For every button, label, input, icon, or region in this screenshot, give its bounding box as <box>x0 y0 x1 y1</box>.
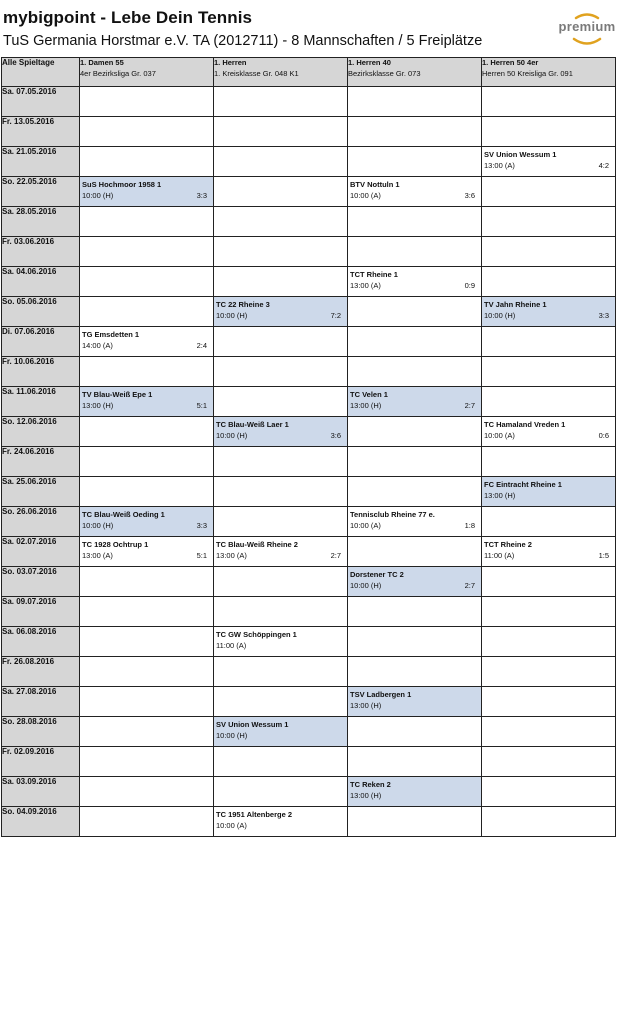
schedule-row <box>2 417 616 447</box>
opponent-name: TC 1928 Ochtrup 1 <box>82 540 149 549</box>
schedule-row <box>2 567 616 597</box>
empty-cell <box>214 657 348 687</box>
match-time: 13:00 (H) <box>350 791 382 800</box>
empty-cell <box>348 657 482 687</box>
match-time: 10:00 (H) <box>216 311 248 320</box>
opponent-name: TC Velen 1 <box>350 390 388 399</box>
empty-cell <box>348 447 482 477</box>
empty-cell <box>214 147 348 177</box>
matchday-date: Fr. 03.06.2016 <box>2 237 80 267</box>
opponent-name: TC 22 Rheine 3 <box>216 300 270 309</box>
opponent-name: TC Blau-Weiß Rheine 2 <box>216 540 298 549</box>
schedule-row <box>2 747 616 777</box>
empty-cell <box>214 267 348 297</box>
empty-cell <box>348 627 482 657</box>
match-cell <box>80 537 214 567</box>
match-time: 13:00 (A) <box>216 551 247 560</box>
team-header <box>214 58 348 87</box>
table-header-row <box>2 58 616 87</box>
empty-cell <box>214 237 348 267</box>
match-cell <box>80 327 214 357</box>
matchday-date: Sa. 06.08.2016 <box>2 627 80 657</box>
schedule-row <box>2 207 616 237</box>
opponent-name: TC Reken 2 <box>350 780 391 789</box>
match-cell <box>214 717 348 747</box>
match-cell <box>80 387 214 417</box>
opponent-name: TV Jahn Rheine 1 <box>484 300 547 309</box>
match-time: 10:00 (H) <box>82 191 114 200</box>
empty-cell <box>214 207 348 237</box>
team-league: 4er Bezirksliga Gr. 037 <box>80 69 156 78</box>
matchday-date: Fr. 24.06.2016 <box>2 447 80 477</box>
matchday-date: Sa. 11.06.2016 <box>2 387 80 417</box>
empty-cell <box>214 387 348 417</box>
match-cell <box>482 147 616 177</box>
matchday-date: Sa. 02.07.2016 <box>2 537 80 567</box>
match-cell <box>348 777 482 807</box>
empty-cell <box>348 327 482 357</box>
empty-cell <box>214 597 348 627</box>
match-time: 10:00 (A) <box>484 431 515 440</box>
empty-cell <box>348 207 482 237</box>
empty-cell <box>348 87 482 117</box>
schedule-row <box>2 357 616 387</box>
empty-cell <box>214 567 348 597</box>
premium-logo-text: premium <box>558 19 616 34</box>
schedule-row <box>2 687 616 717</box>
empty-cell <box>482 357 616 387</box>
empty-cell <box>348 237 482 267</box>
match-result: 0:9 <box>464 281 475 290</box>
match-result: 2:4 <box>196 341 207 350</box>
team-header <box>80 58 214 87</box>
empty-cell <box>348 537 482 567</box>
opponent-name: TC GW Schöppingen 1 <box>216 630 297 639</box>
schedule-row <box>2 627 616 657</box>
all-matchdays-header: Alle Spieltage <box>2 58 80 87</box>
matchday-date: Di. 07.06.2016 <box>2 327 80 357</box>
match-time: 10:00 (A) <box>216 821 247 830</box>
empty-cell <box>80 747 214 777</box>
matchday-date: Fr. 26.08.2016 <box>2 657 80 687</box>
schedule-row <box>2 717 616 747</box>
empty-cell <box>80 777 214 807</box>
match-time: 10:00 (A) <box>350 191 381 200</box>
team-name: 1. Damen 55 <box>80 58 124 67</box>
match-time: 10:00 (H) <box>216 431 248 440</box>
match-time: 11:00 (A) <box>216 641 247 650</box>
opponent-name: TC Blau-Weiß Laer 1 <box>216 420 289 429</box>
match-cell <box>482 417 616 447</box>
matchday-date: So. 04.09.2016 <box>2 807 80 837</box>
empty-cell <box>482 597 616 627</box>
empty-cell <box>80 87 214 117</box>
matchday-date: So. 12.06.2016 <box>2 417 80 447</box>
empty-cell <box>348 807 482 837</box>
team-header <box>482 58 616 87</box>
team-header <box>348 58 482 87</box>
match-cell <box>348 177 482 207</box>
match-time: 13:00 (H) <box>82 401 114 410</box>
empty-cell <box>348 357 482 387</box>
matchday-date: Sa. 04.06.2016 <box>2 267 80 297</box>
empty-cell <box>80 447 214 477</box>
matchday-date: So. 26.06.2016 <box>2 507 80 537</box>
empty-cell <box>348 597 482 627</box>
empty-cell <box>482 747 616 777</box>
page-title: mybigpoint - Lebe Dein Tennis <box>3 8 253 27</box>
empty-cell <box>80 687 214 717</box>
matchday-date: Fr. 13.05.2016 <box>2 117 80 147</box>
match-time: 13:00 (A) <box>484 161 515 170</box>
empty-cell <box>214 507 348 537</box>
empty-cell <box>214 117 348 147</box>
empty-cell <box>348 747 482 777</box>
match-cell <box>80 507 214 537</box>
empty-cell <box>482 687 616 717</box>
opponent-name: TC 1951 Altenberge 2 <box>216 810 292 819</box>
match-result: 7:2 <box>330 311 341 320</box>
club-subtitle: TuS Germania Horstmar e.V. TA (2012711) - 8 Mannschaften / 5 Freiplätze <box>3 33 483 49</box>
match-time: 10:00 (H) <box>484 311 516 320</box>
schedule-row <box>2 117 616 147</box>
schedule-row <box>2 597 616 627</box>
matchday-date: So. 05.06.2016 <box>2 297 80 327</box>
opponent-name: SuS Hochmoor 1958 1 <box>82 180 162 189</box>
match-time: 10:00 (H) <box>216 731 248 740</box>
opponent-name: FC Eintracht Rheine 1 <box>484 480 562 489</box>
empty-cell <box>482 237 616 267</box>
empty-cell <box>80 567 214 597</box>
premium-logo <box>558 10 616 50</box>
empty-cell <box>482 87 616 117</box>
empty-cell <box>80 597 214 627</box>
matchday-date: Sa. 25.06.2016 <box>2 477 80 507</box>
empty-cell <box>482 627 616 657</box>
schedule-row <box>2 87 616 117</box>
empty-cell <box>482 267 616 297</box>
team-league: Herren 50 Kreisliga Gr. 091 <box>482 69 573 78</box>
match-cell <box>348 687 482 717</box>
match-time: 10:00 (H) <box>350 581 382 590</box>
match-cell <box>482 297 616 327</box>
schedule-row <box>2 387 616 417</box>
empty-cell <box>214 357 348 387</box>
match-time: 13:00 (H) <box>350 401 382 410</box>
empty-cell <box>214 687 348 717</box>
schedule-row <box>2 537 616 567</box>
empty-cell <box>80 357 214 387</box>
team-name: 1. Herren 40 <box>348 58 391 67</box>
match-result: 2:7 <box>330 551 341 560</box>
empty-cell <box>214 447 348 477</box>
empty-cell <box>348 117 482 147</box>
match-time: 13:00 (A) <box>350 281 381 290</box>
match-cell <box>214 627 348 657</box>
schedule-row <box>2 297 616 327</box>
match-result: 3:3 <box>196 521 207 530</box>
match-cell <box>348 387 482 417</box>
schedule-row <box>2 267 616 297</box>
empty-cell <box>80 147 214 177</box>
match-cell <box>214 417 348 447</box>
matchday-date: Sa. 27.08.2016 <box>2 687 80 717</box>
match-cell <box>482 477 616 507</box>
match-time: 10:00 (H) <box>82 521 114 530</box>
team-league: 1. Kreisklasse Gr. 048 K1 <box>214 69 299 78</box>
match-result: 0:6 <box>598 431 609 440</box>
match-time: 14:00 (A) <box>82 341 113 350</box>
empty-cell <box>348 417 482 447</box>
matchday-date: Sa. 09.07.2016 <box>2 597 80 627</box>
schedule-row <box>2 147 616 177</box>
opponent-name: TCT Rheine 1 <box>350 270 398 279</box>
team-name: 1. Herren <box>214 58 247 67</box>
empty-cell <box>482 447 616 477</box>
schedule-row <box>2 237 616 267</box>
match-result: 3:3 <box>598 311 609 320</box>
empty-cell <box>80 657 214 687</box>
match-cell <box>348 567 482 597</box>
matchday-date: Sa. 07.05.2016 <box>2 87 80 117</box>
matchday-date: So. 28.08.2016 <box>2 717 80 747</box>
matchday-date: Sa. 03.09.2016 <box>2 777 80 807</box>
empty-cell <box>482 207 616 237</box>
empty-cell <box>482 777 616 807</box>
empty-cell <box>482 387 616 417</box>
schedule-body <box>2 87 616 837</box>
empty-cell <box>80 237 214 267</box>
empty-cell <box>214 177 348 207</box>
matchday-date: So. 03.07.2016 <box>2 567 80 597</box>
opponent-name: Dorstener TC 2 <box>350 570 404 579</box>
empty-cell <box>482 657 616 687</box>
match-time: 13:00 (H) <box>484 491 516 500</box>
empty-cell <box>80 267 214 297</box>
empty-cell <box>482 507 616 537</box>
schedule-row <box>2 507 616 537</box>
match-cell <box>214 297 348 327</box>
empty-cell <box>348 297 482 327</box>
empty-cell <box>348 717 482 747</box>
schedule-row <box>2 447 616 477</box>
empty-cell <box>482 807 616 837</box>
match-cell <box>80 177 214 207</box>
matchday-date: Fr. 10.06.2016 <box>2 357 80 387</box>
empty-cell <box>348 147 482 177</box>
opponent-name: TSV Ladbergen 1 <box>350 690 412 699</box>
opponent-name: TC Blau-Weiß Oeding 1 <box>82 510 165 519</box>
match-schedule-table <box>1 57 616 837</box>
match-result: 3:6 <box>464 191 475 200</box>
empty-cell <box>214 87 348 117</box>
empty-cell <box>214 327 348 357</box>
match-time: 13:00 (A) <box>82 551 113 560</box>
empty-cell <box>80 297 214 327</box>
schedule-row <box>2 477 616 507</box>
empty-cell <box>80 627 214 657</box>
empty-cell <box>348 477 482 507</box>
schedule-row <box>2 177 616 207</box>
opponent-name: BTV Nottuln 1 <box>350 180 400 189</box>
empty-cell <box>214 747 348 777</box>
matchday-date: So. 22.05.2016 <box>2 177 80 207</box>
empty-cell <box>482 567 616 597</box>
empty-cell <box>80 477 214 507</box>
opponent-name: SV Union Wessum 1 <box>216 720 289 729</box>
match-cell <box>348 507 482 537</box>
match-result: 2:7 <box>464 581 475 590</box>
empty-cell <box>80 417 214 447</box>
team-name: 1. Herren 50 4er <box>482 58 539 67</box>
empty-cell <box>214 777 348 807</box>
opponent-name: TV Blau-Weiß Epe 1 <box>82 390 153 399</box>
match-result: 3:6 <box>330 431 341 440</box>
match-cell <box>214 537 348 567</box>
schedule-row <box>2 807 616 837</box>
match-time: 13:00 (H) <box>350 701 382 710</box>
empty-cell <box>80 117 214 147</box>
empty-cell <box>482 117 616 147</box>
team-league: Bezirksklasse Gr. 073 <box>348 69 421 78</box>
match-cell <box>214 807 348 837</box>
opponent-name: TG Emsdetten 1 <box>82 330 140 339</box>
opponent-name: Tennisclub Rheine 77 e. <box>350 510 435 519</box>
schedule-row <box>2 327 616 357</box>
match-result: 5:1 <box>196 401 207 410</box>
empty-cell <box>80 807 214 837</box>
match-time: 10:00 (A) <box>350 521 381 530</box>
matchday-date: Sa. 28.05.2016 <box>2 207 80 237</box>
opponent-name: TCT Rheine 2 <box>484 540 532 549</box>
match-cell <box>348 267 482 297</box>
empty-cell <box>80 207 214 237</box>
empty-cell <box>80 717 214 747</box>
match-result: 4:2 <box>598 161 609 170</box>
match-time: 11:00 (A) <box>484 551 515 560</box>
matchday-date: Fr. 02.09.2016 <box>2 747 80 777</box>
opponent-name: TC Hamaland Vreden 1 <box>484 420 566 429</box>
match-result: 2:7 <box>464 401 475 410</box>
match-result: 3:3 <box>196 191 207 200</box>
match-result: 1:5 <box>598 551 609 560</box>
empty-cell <box>214 477 348 507</box>
empty-cell <box>482 177 616 207</box>
empty-cell <box>482 717 616 747</box>
opponent-name: SV Union Wessum 1 <box>484 150 557 159</box>
page-header <box>0 0 633 56</box>
schedule-row <box>2 657 616 687</box>
empty-cell <box>482 327 616 357</box>
match-result: 1:8 <box>464 521 475 530</box>
match-result: 5:1 <box>196 551 207 560</box>
matchday-date: Sa. 21.05.2016 <box>2 147 80 177</box>
match-cell <box>482 537 616 567</box>
schedule-row <box>2 777 616 807</box>
